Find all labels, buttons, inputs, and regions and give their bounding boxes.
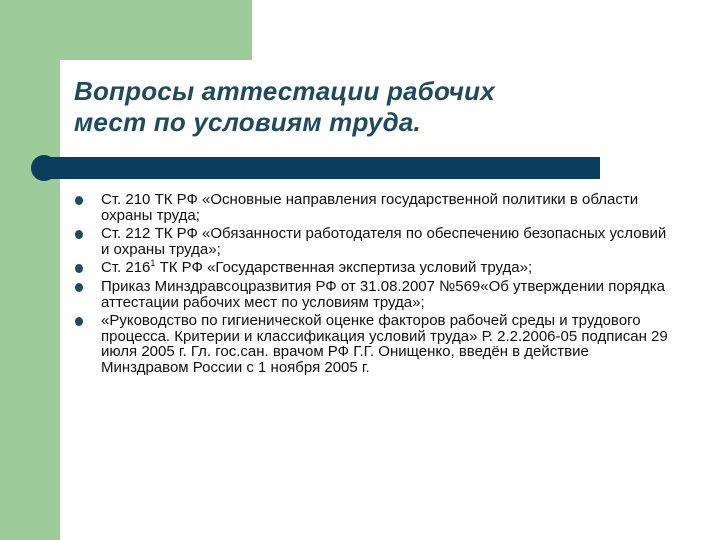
top-accent-block [0, 0, 252, 60]
left-accent-bar [0, 0, 60, 540]
divider-line [41, 157, 600, 179]
bullet-item-5 [75, 313, 675, 375]
slide-title-line-1: Вопросы аттестации рабочих [74, 76, 495, 106]
bullet-dot-icon [75, 196, 83, 205]
title-divider [31, 155, 600, 181]
bullet-item-3-text-after-sup: ТК РФ «Государственная экспертиза условий труда»; [155, 259, 533, 277]
bullet-item-1-text: Ст. 210 ТК РФ «Основные направления государственной политики в области охраны труда; [101, 191, 639, 224]
slide-title-line-2: мест по условиям труда. [74, 107, 421, 137]
bullet-item-3 [75, 260, 675, 276]
bullet-item-1 [75, 192, 675, 223]
bullet-item-4 [75, 279, 675, 310]
divider-dot [31, 155, 57, 181]
bullet-dot-icon [75, 317, 83, 326]
bullet-item-2-text: Ст. 212 ТК РФ «Обязанности работодателя по обеспечению безопасных условий и охраны труда»; [101, 225, 667, 258]
bullet-item-5-text: «Руководство по гигиенической оценке факторов рабочей среды и трудового процесса. Критерии и классификация условий труда» Р. 2.2.2006-05 подписан 29 июля 2005 г. Гл. гос.сан. врачом РФ Г.Г. Онищенко, введён в действие Минздравом России с 1 ноября 2005 г. [101, 312, 668, 376]
bullet-item-3-superscript: 1 [150, 258, 156, 269]
bullet-item-2 [75, 226, 675, 257]
bullet-dot-icon [75, 264, 83, 273]
bullet-item-3-text-before-sup: Ст. 216 [101, 259, 151, 277]
bullet-dot-icon [75, 230, 83, 239]
bullet-item-4-text: Приказ Минздравсоцразвития РФ от 31.08.2007 №569«Об утверждении порядка аттестации рабочих мест по условиям труда»; [101, 277, 665, 311]
bullet-dot-icon [75, 283, 83, 292]
bullet-list [75, 192, 675, 379]
slide-title [74, 76, 634, 138]
